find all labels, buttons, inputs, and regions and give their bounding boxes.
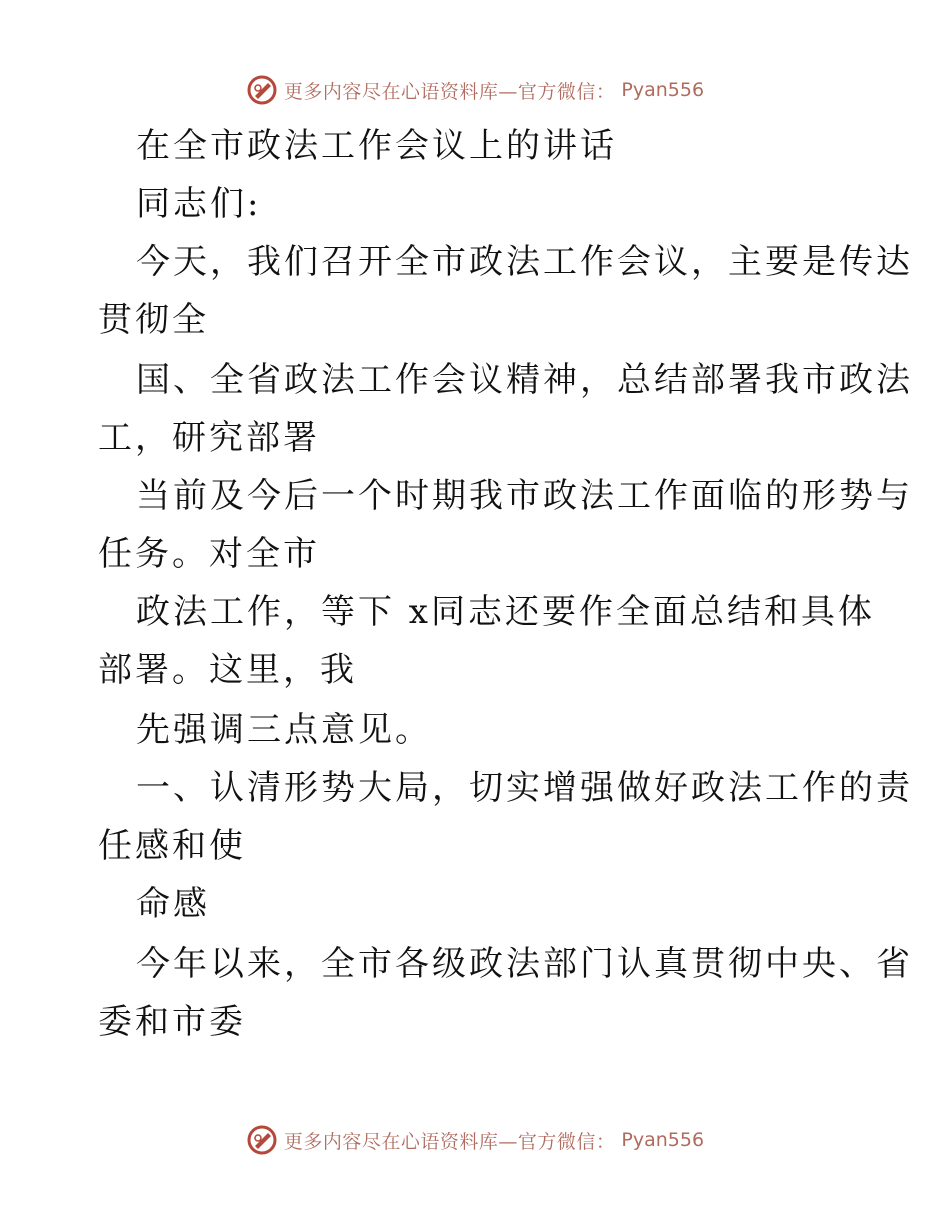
paragraph-line: 政法工作，等下 x同志还要作全面总结和具体 <box>136 592 875 632</box>
paragraph-line: 当前及今后一个时期我市政法工作面临的形势与 <box>136 476 913 516</box>
paragraph-line: 委和市委 <box>98 1002 246 1042</box>
paragraph-line: 工，研究部署 <box>98 418 320 458</box>
watermark-wechat-id: Pyan556 <box>621 79 705 101</box>
paragraph-line: 部署。这里，我 <box>98 650 357 690</box>
footer-watermark <box>0 1120 950 1160</box>
watermark-wechat-id: Pyan556 <box>621 1129 705 1151</box>
section-heading-line: 任感和使 <box>98 826 246 866</box>
header-watermark <box>0 70 950 110</box>
paragraph-line: 先强调三点意见。 <box>136 710 432 750</box>
seal-logo-icon <box>246 1124 278 1156</box>
section-heading-line: 一、认清形势大局，切实增强做好政法工作的责 <box>136 768 913 808</box>
watermark-text: 更多内容尽在心语资料库—官方微信： <box>283 1130 616 1153</box>
paragraph-line: 今天，我们召开全市政法工作会议，主要是传达 <box>136 242 913 282</box>
section-heading-line: 命感 <box>136 884 210 924</box>
paragraph-line: 任务。对全市 <box>98 534 320 574</box>
salutation: 同志们: <box>136 184 262 224</box>
paragraph-line: 贯彻全 <box>98 300 209 340</box>
seal-logo-icon <box>246 74 278 106</box>
paragraph-line: 国、全省政法工作会议精神，总结部署我市政法 <box>136 360 913 400</box>
watermark-text: 更多内容尽在心语资料库—官方微信： <box>283 80 616 103</box>
document-title: 在全市政法工作会议上的讲话 <box>136 126 617 166</box>
paragraph-line: 今年以来，全市各级政法部门认真贯彻中央、省 <box>136 944 913 984</box>
